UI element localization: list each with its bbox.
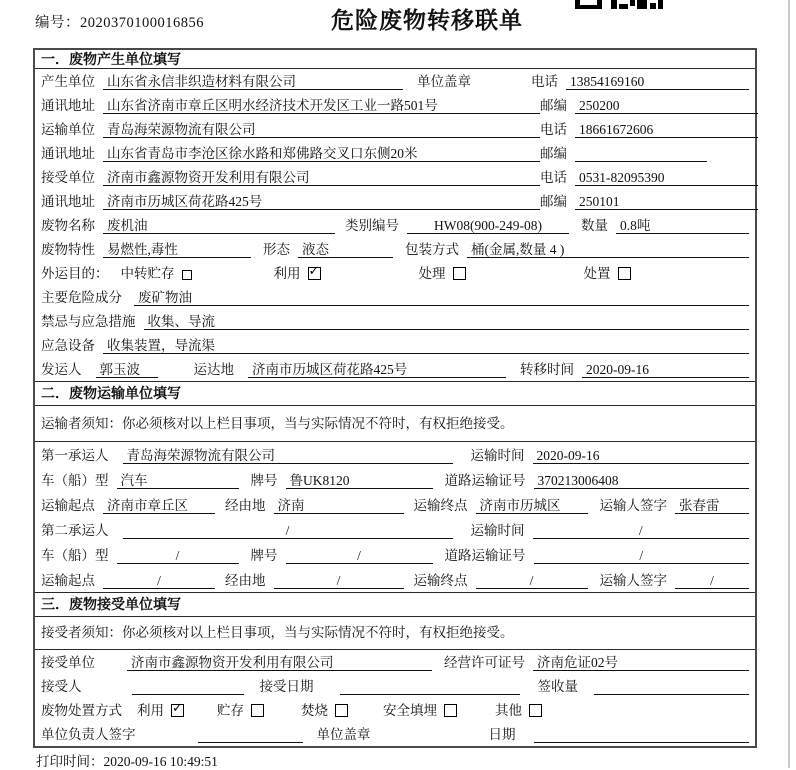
taboo-value: 收集、导流 <box>144 314 750 330</box>
checkbox-icon <box>529 704 542 717</box>
via1-value: 济南 <box>274 498 404 514</box>
carrier-sign1-value: 张春雷 <box>675 498 749 514</box>
phone-label: 电话 <box>540 122 567 137</box>
receive-phone-value: 0531-82095390 <box>575 170 758 186</box>
qr-code-fragment <box>575 0 663 9</box>
checkbox-icon <box>444 704 457 717</box>
road-permit-label: 道路运输证号 <box>444 473 526 488</box>
via-label: 经由地 <box>225 573 266 588</box>
date-value <box>534 727 750 743</box>
form-value: 液态 <box>298 242 393 258</box>
origin-label: 运输起点 <box>41 573 95 588</box>
checkbox-icon <box>618 267 631 280</box>
plate-label: 牌号 <box>250 548 278 563</box>
transport-time1-value: 2020-09-16 <box>533 448 750 464</box>
transport-zip-value <box>575 146 707 162</box>
produce-unit-value: 山东省永信非织造材料有限公司 <box>103 74 403 90</box>
vehicle2-value: / <box>117 548 239 564</box>
page-title: 危险废物转移联单 <box>331 7 523 33</box>
section3-notice: 接受者须知：你必须核对以上栏目事项，当与实际情况不符时，有权拒绝接受。 <box>35 617 755 650</box>
produce-zip-group <box>540 98 758 114</box>
sign-qty-label: 签收量 <box>537 679 578 694</box>
waste-trait-value: 易燃性,毒性 <box>103 242 251 258</box>
phone-label: 电话 <box>540 170 567 185</box>
checkbox-label: 利用 <box>137 703 164 718</box>
road-permit2-value: / <box>534 548 750 564</box>
via-label: 经由地 <box>225 498 266 513</box>
purpose-option-dispose <box>584 266 631 282</box>
zip-label: 邮编 <box>540 146 567 161</box>
receive-unit-value: 济南市鑫源物资开发利用有限公司 <box>127 655 432 671</box>
waste-name-label: 废物名称 <box>41 218 95 233</box>
receiver-value <box>132 679 244 695</box>
checkbox-label: 处置 <box>583 266 611 281</box>
checkbox-icon <box>335 704 348 717</box>
purpose-option-treat <box>419 266 466 282</box>
plate1-value: 鲁UK8120 <box>286 473 433 489</box>
carrier1-label: 第一承运人 <box>41 448 109 463</box>
row-waste-trait <box>35 237 755 261</box>
section2-notice: 运输者须知：你必须核对以上栏目事项，当与实际情况不符时，有权拒绝接受。 <box>35 406 755 442</box>
row-produce-address <box>35 93 755 117</box>
zip-label: 邮编 <box>540 98 567 113</box>
transport-address-value: 山东省青岛市李沧区徐水路和郑佛路交叉口东侧20米 <box>103 146 540 162</box>
hazard-label: 主要危险成分 <box>41 290 122 305</box>
phone-label: 电话 <box>531 74 558 89</box>
address-label: 通讯地址 <box>41 146 95 161</box>
disposal-option-landfill <box>383 703 457 719</box>
equipment-label: 应急设备 <box>41 338 95 353</box>
produce-phone-group <box>531 74 749 90</box>
produce-zip-value: 250200 <box>575 98 758 114</box>
purpose-option-storage <box>121 266 192 282</box>
permit-label: 经营许可证号 <box>444 655 525 670</box>
end-label: 运输终点 <box>413 573 468 588</box>
plate2-value: / <box>286 548 433 564</box>
category-label: 类别编号 <box>345 218 399 233</box>
receive-date-value <box>340 679 520 695</box>
destination-value: 济南市历城区荷花路425号 <box>248 362 506 378</box>
transport-time2-value: / <box>533 523 750 539</box>
checkbox-label: 安全填埋 <box>383 703 437 718</box>
disposal-option-storage <box>217 703 264 719</box>
head-sign-label: 单位负责人签字 <box>41 727 136 742</box>
carrier-sign-label: 运输人签字 <box>599 498 667 513</box>
row-receive-unit <box>35 165 755 189</box>
section1-header: 一．废物产生单位填写 <box>35 50 755 69</box>
row-waste-name <box>35 213 755 237</box>
hazard-value: 废矿物油 <box>134 290 749 306</box>
row-produce-unit <box>35 69 755 93</box>
road-permit1-value: 370213006408 <box>534 473 750 489</box>
row-main-hazard <box>35 285 755 309</box>
plate-label: 牌号 <box>250 473 278 488</box>
disposal-label: 废物处置方式 <box>41 703 122 718</box>
equipment-value: 收集装置，导流渠 <box>103 338 749 354</box>
transfer-time-value: 2020-09-16 <box>582 362 749 378</box>
receive-zip-value: 250101 <box>575 194 758 210</box>
print-time-line <box>36 750 218 770</box>
destination-label: 运达地 <box>193 362 234 377</box>
row-head-signature <box>35 722 755 746</box>
transport-time-label: 运输时间 <box>470 448 525 463</box>
receive-unit-label: 接受单位 <box>41 655 95 670</box>
transport-unit-label: 运输单位 <box>41 122 95 137</box>
purpose-label: 外运目的： <box>41 266 109 281</box>
date-label: 日期 <box>488 727 516 742</box>
sign-qty-value <box>594 679 749 695</box>
disposal-option-other <box>495 703 542 719</box>
form-label: 形态 <box>263 242 290 257</box>
row-transport-unit <box>35 117 755 141</box>
end-label: 运输终点 <box>413 498 468 513</box>
disposal-option-incinerate <box>301 703 348 719</box>
taboo-label: 禁忌与应急措施 <box>41 314 136 329</box>
origin1-value: 济南市章丘区 <box>103 498 215 514</box>
row-vehicle1 <box>35 467 755 492</box>
checkbox-icon <box>171 704 184 717</box>
produce-address-value: 山东省济南市章丘区明水经济技术开发区工业一路501号 <box>103 98 540 114</box>
checkbox-label: 贮存 <box>217 703 244 718</box>
via2-value: / <box>274 573 404 589</box>
row-transport-address <box>35 141 755 165</box>
carrier2-value: / <box>123 523 453 539</box>
package-label: 包装方式 <box>405 242 459 257</box>
head-sign-value <box>198 727 303 743</box>
receive-unit-label: 接受单位 <box>41 170 95 185</box>
zip-label: 邮编 <box>540 194 567 209</box>
end2-value: / <box>476 573 588 589</box>
checkbox-label: 中转贮存 <box>120 266 175 281</box>
waste-name-value: 废机油 <box>103 218 335 234</box>
unit-seal-label: 单位盖章 <box>417 74 471 89</box>
quantity-value: 0.8吨 <box>616 218 749 234</box>
vehicle-type-label: 车（船）型 <box>41 548 109 563</box>
row-vehicle2 <box>35 542 755 567</box>
receiver-label: 接受人 <box>41 679 82 694</box>
row-emergency-equipment <box>35 333 755 357</box>
vehicle-type-label: 车（船）型 <box>41 473 109 488</box>
row-route2 <box>35 567 755 592</box>
section2-header: 二．废物运输单位填写 <box>35 381 755 406</box>
transport-unit-value: 青岛海荣源物流有限公司 <box>103 122 540 138</box>
row-carrier1 <box>35 442 755 467</box>
transport-time-label: 运输时间 <box>470 523 525 538</box>
row-receive-address <box>35 189 755 213</box>
receive-address-value: 济南市历城区荷花路425号 <box>103 194 540 210</box>
row-transfer-purpose <box>35 261 755 285</box>
permit-value: 济南危证02号 <box>533 655 749 671</box>
address-label: 通讯地址 <box>41 98 95 113</box>
checkbox-label: 利用 <box>273 266 301 281</box>
checkbox-label: 焚烧 <box>301 703 328 718</box>
form-table <box>33 48 757 748</box>
carrier-sign-label: 运输人签字 <box>599 573 667 588</box>
origin2-value: / <box>103 573 215 589</box>
end1-value: 济南市历城区 <box>476 498 588 514</box>
address-label: 通讯地址 <box>41 194 95 209</box>
row-route1 <box>35 492 755 517</box>
row-taboo-measures <box>35 309 755 333</box>
transport-phone-value: 18661672606 <box>575 122 758 138</box>
receive-unit-value: 济南市鑫源物资开发利用有限公司 <box>103 170 540 186</box>
checkbox-icon <box>251 704 264 717</box>
checkbox-label: 其他 <box>495 703 522 718</box>
carrier2-label: 第二承运人 <box>41 523 109 538</box>
checkbox-icon <box>308 267 321 280</box>
transport-zip-group <box>540 146 758 162</box>
carrier-sign2-value: / <box>675 573 749 589</box>
transfer-time-label: 转移时间 <box>520 362 574 377</box>
package-value: 桶(金属,数量 4 ) <box>467 242 749 258</box>
vehicle1-value: 汽车 <box>117 473 239 489</box>
section3-header: 三．废物接受单位填写 <box>35 592 755 617</box>
serial-number: 2020370100016856 <box>80 15 204 31</box>
checkbox-icon <box>453 267 466 280</box>
checkbox-icon <box>182 270 192 280</box>
row-carrier2 <box>35 517 755 542</box>
shipper-label: 发运人 <box>41 362 82 377</box>
serial-number-line <box>35 11 204 32</box>
disposal-option-utilize <box>137 703 184 719</box>
road-permit-label: 道路运输证号 <box>444 548 526 563</box>
receive-date-label: 接受日期 <box>259 679 314 694</box>
serial-label: 编号： <box>35 15 80 31</box>
waste-trait-label: 废物特性 <box>41 242 95 257</box>
row-shipper <box>35 357 755 381</box>
purpose-option-utilize <box>274 266 321 282</box>
row-receiver-unit <box>35 650 755 674</box>
row-receiver <box>35 674 755 698</box>
produce-unit-label: 产生单位 <box>41 74 95 89</box>
print-time-label: 打印时间： <box>36 754 104 769</box>
category-code-value: HW08(900-249-08) <box>407 218 569 234</box>
transport-phone-group <box>540 122 758 138</box>
print-time-value: 2020-09-16 10:49:51 <box>103 754 218 769</box>
checkbox-label: 处理 <box>418 266 446 281</box>
receive-phone-group <box>540 170 758 186</box>
quantity-label: 数量 <box>581 218 608 233</box>
carrier1-value: 青岛海荣源物流有限公司 <box>123 448 453 464</box>
row-disposal-method <box>35 698 755 722</box>
page-edge-divider <box>788 0 790 768</box>
origin-label: 运输起点 <box>41 498 95 513</box>
shipper-value: 郭玉波 <box>96 362 158 378</box>
receive-zip-group <box>540 194 758 210</box>
unit-seal-label: 单位盖章 <box>316 727 371 742</box>
produce-phone-value: 13854169160 <box>566 74 749 90</box>
